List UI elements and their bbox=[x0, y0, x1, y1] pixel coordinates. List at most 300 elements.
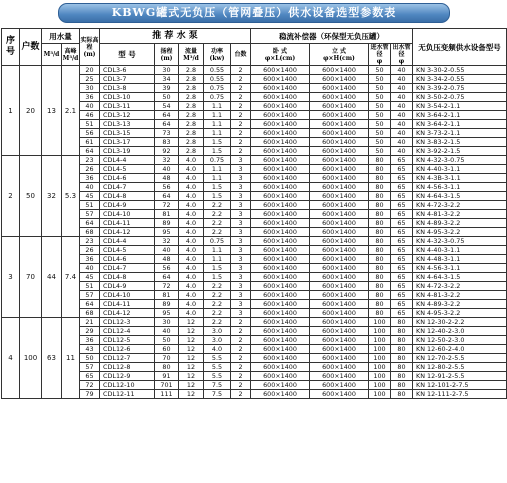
group-peak-cell: 7.4 bbox=[62, 237, 80, 318]
horizontal-cell: 600×1400 bbox=[251, 201, 310, 210]
vertical-cell: 600×1400 bbox=[310, 102, 369, 111]
horizontal-cell: 600×1400 bbox=[251, 309, 310, 318]
selection-table bbox=[1, 28, 507, 399]
model-cell: CDL12-6 bbox=[100, 345, 155, 354]
horizontal-cell: 600×1400 bbox=[251, 174, 310, 183]
header-horizontal-label: 卧 式 bbox=[272, 47, 288, 55]
model-cell: CDL4-10 bbox=[100, 210, 155, 219]
outlet-cell: 65 bbox=[391, 183, 413, 192]
horizontal-cell: 600×1400 bbox=[251, 255, 310, 264]
header-outlet-unit: φ bbox=[398, 58, 405, 65]
lift-cell: 72 bbox=[155, 282, 179, 291]
vertical-cell: 600×1400 bbox=[310, 381, 369, 390]
equipment-cell: KN 4-56-3-1.1 bbox=[413, 264, 507, 273]
table-row bbox=[2, 318, 507, 327]
lift-cell: 32 bbox=[155, 237, 179, 246]
lift-cell: 91 bbox=[155, 372, 179, 381]
horizontal-cell: 600×1400 bbox=[251, 93, 310, 102]
equipment-cell: KN 3-64-2-1.1 bbox=[413, 111, 507, 120]
equipment-cell: KN 12-30-2-2.2 bbox=[413, 318, 507, 327]
head-cell: 23 bbox=[80, 237, 100, 246]
flow-cell: 4.0 bbox=[179, 210, 204, 219]
horizontal-cell: 600×1400 bbox=[251, 390, 310, 399]
model-cell: CDL3-8 bbox=[100, 84, 155, 93]
inlet-cell: 50 bbox=[369, 93, 391, 102]
head-cell: 40 bbox=[80, 183, 100, 192]
equipment-cell: KN 4-95-3-2.2 bbox=[413, 228, 507, 237]
vertical-cell: 600×1400 bbox=[310, 120, 369, 129]
horizontal-cell: 600×1400 bbox=[251, 183, 310, 192]
head-cell: 56 bbox=[80, 129, 100, 138]
flow-cell: 4.0 bbox=[179, 273, 204, 282]
power-cell: 1.5 bbox=[204, 192, 231, 201]
horizontal-cell: 600×1400 bbox=[251, 165, 310, 174]
equipment-cell: KN 4-64-3-1.5 bbox=[413, 192, 507, 201]
power-cell: 1.1 bbox=[204, 111, 231, 120]
group-daily-cell: 63 bbox=[42, 318, 62, 399]
horizontal-cell: 600×1400 bbox=[251, 75, 310, 84]
header-head-unit: (m) bbox=[83, 50, 96, 58]
group-peak-cell: 11 bbox=[62, 318, 80, 399]
power-cell: 0.55 bbox=[204, 66, 231, 75]
outlet-cell: 80 bbox=[391, 336, 413, 345]
model-cell: CDL4-6 bbox=[100, 255, 155, 264]
power-cell: 1.1 bbox=[204, 165, 231, 174]
horizontal-cell: 600×1400 bbox=[251, 210, 310, 219]
power-cell: 3.0 bbox=[204, 327, 231, 336]
lift-cell: 48 bbox=[155, 255, 179, 264]
horizontal-cell: 600×1400 bbox=[251, 66, 310, 75]
vertical-cell: 600×1400 bbox=[310, 228, 369, 237]
header-inlet bbox=[369, 44, 391, 66]
vertical-cell: 600×1400 bbox=[310, 165, 369, 174]
head-cell: 30 bbox=[80, 84, 100, 93]
horizontal-cell: 600×1400 bbox=[251, 111, 310, 120]
header-lift-label: 扬程 bbox=[160, 47, 173, 55]
group-seq-cell: 3 bbox=[2, 237, 20, 318]
horizontal-cell: 600×1400 bbox=[251, 336, 310, 345]
units-cell: 2 bbox=[231, 336, 251, 345]
flow-cell: 12 bbox=[179, 327, 204, 336]
power-cell: 3.0 bbox=[204, 336, 231, 345]
header-horizontal-unit: φ×L(cm) bbox=[264, 54, 296, 62]
inlet-cell: 80 bbox=[369, 192, 391, 201]
group-peak-cell: 2.1 bbox=[62, 66, 80, 156]
inlet-cell: 80 bbox=[369, 273, 391, 282]
flow-cell: 4.0 bbox=[179, 201, 204, 210]
horizontal-cell: 600×1400 bbox=[251, 318, 310, 327]
table-header bbox=[2, 29, 507, 66]
flow-cell: 2.8 bbox=[179, 75, 204, 84]
page-title: KBWG罐式无负压（管网叠压）供水设备选型参数表 bbox=[58, 3, 450, 23]
units-cell: 3 bbox=[231, 174, 251, 183]
horizontal-cell: 600×1400 bbox=[251, 219, 310, 228]
units-cell: 3 bbox=[231, 183, 251, 192]
equipment-cell: KN 4-3B-3-1.1 bbox=[413, 174, 507, 183]
power-cell: 0.75 bbox=[204, 93, 231, 102]
power-cell: 2.2 bbox=[204, 228, 231, 237]
vertical-cell: 600×1400 bbox=[310, 327, 369, 336]
inlet-cell: 80 bbox=[369, 309, 391, 318]
head-cell: 72 bbox=[80, 381, 100, 390]
model-cell: CDL3-11 bbox=[100, 102, 155, 111]
flow-cell: 4.0 bbox=[179, 282, 204, 291]
horizontal-cell: 600×1400 bbox=[251, 282, 310, 291]
horizontal-cell: 600×1400 bbox=[251, 372, 310, 381]
model-cell: CDL12-10 bbox=[100, 381, 155, 390]
outlet-cell: 40 bbox=[391, 102, 413, 111]
model-cell: CDL4-8 bbox=[100, 273, 155, 282]
outlet-cell: 65 bbox=[391, 156, 413, 165]
outlet-cell: 65 bbox=[391, 237, 413, 246]
head-cell: 51 bbox=[80, 282, 100, 291]
lift-cell: 40 bbox=[155, 165, 179, 174]
inlet-cell: 50 bbox=[369, 111, 391, 120]
units-cell: 3 bbox=[231, 264, 251, 273]
outlet-cell: 40 bbox=[391, 111, 413, 120]
vertical-cell: 600×1400 bbox=[310, 255, 369, 264]
power-cell: 1.5 bbox=[204, 264, 231, 273]
lift-cell: 50 bbox=[155, 336, 179, 345]
horizontal-cell: 600×1400 bbox=[251, 237, 310, 246]
horizontal-cell: 600×1400 bbox=[251, 84, 310, 93]
flow-cell: 2.8 bbox=[179, 66, 204, 75]
equipment-cell: KN 4-48-3-1.1 bbox=[413, 255, 507, 264]
units-cell: 2 bbox=[231, 345, 251, 354]
vertical-cell: 600×1400 bbox=[310, 174, 369, 183]
vertical-cell: 600×1400 bbox=[310, 237, 369, 246]
head-cell: 50 bbox=[80, 354, 100, 363]
model-cell: CDL4-6 bbox=[100, 174, 155, 183]
horizontal-cell: 600×1400 bbox=[251, 354, 310, 363]
flow-cell: 2.8 bbox=[179, 138, 204, 147]
vertical-cell: 600×1400 bbox=[310, 138, 369, 147]
horizontal-cell: 600×1400 bbox=[251, 291, 310, 300]
power-cell: 1.5 bbox=[204, 273, 231, 282]
units-cell: 3 bbox=[231, 273, 251, 282]
group-seq-cell: 4 bbox=[2, 318, 20, 399]
model-cell: CDL12-11 bbox=[100, 390, 155, 399]
head-cell: 21 bbox=[80, 318, 100, 327]
group-households-cell: 20 bbox=[20, 66, 42, 156]
power-cell: 1.1 bbox=[204, 102, 231, 111]
header-daily: M³/d bbox=[42, 44, 62, 66]
vertical-cell: 600×1400 bbox=[310, 354, 369, 363]
model-cell: CDL4-11 bbox=[100, 219, 155, 228]
model-cell: CDL3-10 bbox=[100, 93, 155, 102]
header-flow-label: 流量 bbox=[184, 47, 197, 55]
flow-cell: 12 bbox=[179, 372, 204, 381]
equipment-cell: KN 12-101-2-7.5 bbox=[413, 381, 507, 390]
vertical-cell: 600×1400 bbox=[310, 111, 369, 120]
power-cell: 2.2 bbox=[204, 309, 231, 318]
head-cell: 51 bbox=[80, 201, 100, 210]
lift-cell: 64 bbox=[155, 192, 179, 201]
equipment-cell: KN 4-89-3-2.2 bbox=[413, 300, 507, 309]
head-cell: 40 bbox=[80, 102, 100, 111]
group-daily-cell: 44 bbox=[42, 237, 62, 318]
flow-cell: 4.0 bbox=[179, 183, 204, 192]
model-cell: CDL12-7 bbox=[100, 354, 155, 363]
inlet-cell: 50 bbox=[369, 66, 391, 75]
units-cell: 3 bbox=[231, 165, 251, 174]
model-cell: CDL4-4 bbox=[100, 156, 155, 165]
outlet-cell: 65 bbox=[391, 174, 413, 183]
inlet-cell: 50 bbox=[369, 138, 391, 147]
model-cell: CDL4-4 bbox=[100, 237, 155, 246]
inlet-cell: 50 bbox=[369, 129, 391, 138]
vertical-cell: 600×1400 bbox=[310, 201, 369, 210]
head-cell: 57 bbox=[80, 210, 100, 219]
head-cell: 36 bbox=[80, 174, 100, 183]
flow-cell: 4.0 bbox=[179, 192, 204, 201]
flow-cell: 4.0 bbox=[179, 174, 204, 183]
equipment-cell: KN 12-80-2-5.5 bbox=[413, 363, 507, 372]
outlet-cell: 40 bbox=[391, 84, 413, 93]
header-inlet-unit: φ bbox=[376, 58, 383, 65]
head-cell: 64 bbox=[80, 147, 100, 156]
power-cell: 2.2 bbox=[204, 282, 231, 291]
model-cell: CDL4-5 bbox=[100, 246, 155, 255]
power-cell: 2.2 bbox=[204, 201, 231, 210]
model-cell: CDL3-19 bbox=[100, 147, 155, 156]
header-power-unit: (kw) bbox=[209, 54, 225, 62]
vertical-cell: 600×1400 bbox=[310, 147, 369, 156]
group-seq-cell: 2 bbox=[2, 156, 20, 237]
vertical-cell: 600×1400 bbox=[310, 210, 369, 219]
group-daily-cell: 13 bbox=[42, 66, 62, 156]
equipment-cell: KN 3-50-2-0.75 bbox=[413, 93, 507, 102]
flow-cell: 12 bbox=[179, 390, 204, 399]
flow-cell: 4.0 bbox=[179, 165, 204, 174]
outlet-cell: 40 bbox=[391, 120, 413, 129]
inlet-cell: 80 bbox=[369, 255, 391, 264]
vertical-cell: 600×1400 bbox=[310, 264, 369, 273]
table-row bbox=[2, 156, 507, 165]
equipment-cell: KN 12-111-2-7.5 bbox=[413, 390, 507, 399]
header-outlet bbox=[391, 44, 413, 66]
inlet-cell: 100 bbox=[369, 381, 391, 390]
power-cell: 1.5 bbox=[204, 138, 231, 147]
vertical-cell: 600×1400 bbox=[310, 282, 369, 291]
head-cell: 26 bbox=[80, 165, 100, 174]
inlet-cell: 80 bbox=[369, 210, 391, 219]
outlet-cell: 65 bbox=[391, 300, 413, 309]
equipment-cell: KN 4-32-3-0.75 bbox=[413, 156, 507, 165]
flow-cell: 2.8 bbox=[179, 111, 204, 120]
lift-cell: 56 bbox=[155, 183, 179, 192]
outlet-cell: 80 bbox=[391, 363, 413, 372]
units-cell: 2 bbox=[231, 102, 251, 111]
power-cell: 2.2 bbox=[204, 210, 231, 219]
head-cell: 57 bbox=[80, 363, 100, 372]
model-cell: CDL4-7 bbox=[100, 264, 155, 273]
flow-cell: 12 bbox=[179, 363, 204, 372]
units-cell: 2 bbox=[231, 354, 251, 363]
horizontal-cell: 600×1400 bbox=[251, 264, 310, 273]
group-households-cell: 100 bbox=[20, 318, 42, 399]
vertical-cell: 600×1400 bbox=[310, 345, 369, 354]
vertical-cell: 600×1400 bbox=[310, 183, 369, 192]
vertical-cell: 600×1400 bbox=[310, 372, 369, 381]
units-cell: 3 bbox=[231, 282, 251, 291]
head-cell: 68 bbox=[80, 309, 100, 318]
vertical-cell: 600×1400 bbox=[310, 66, 369, 75]
outlet-cell: 65 bbox=[391, 165, 413, 174]
flow-cell: 4.0 bbox=[179, 246, 204, 255]
header-vertical bbox=[310, 44, 369, 66]
header-seq: 序号 bbox=[2, 29, 20, 66]
power-cell: 5.5 bbox=[204, 363, 231, 372]
outlet-cell: 80 bbox=[391, 318, 413, 327]
horizontal-cell: 600×1400 bbox=[251, 156, 310, 165]
horizontal-cell: 600×1400 bbox=[251, 129, 310, 138]
head-cell: 79 bbox=[80, 390, 100, 399]
header-water-usage: 用水量 bbox=[42, 29, 80, 44]
model-cell: CDL4-12 bbox=[100, 228, 155, 237]
inlet-cell: 80 bbox=[369, 291, 391, 300]
lift-cell: 92 bbox=[155, 147, 179, 156]
horizontal-cell: 600×1400 bbox=[251, 246, 310, 255]
head-cell: 45 bbox=[80, 192, 100, 201]
outlet-cell: 65 bbox=[391, 246, 413, 255]
model-cell: CDL12-3 bbox=[100, 318, 155, 327]
equipment-cell: KN 12-50-2-3.0 bbox=[413, 336, 507, 345]
equipment-cell: KN 12-91-2-5.5 bbox=[413, 372, 507, 381]
inlet-cell: 100 bbox=[369, 363, 391, 372]
model-cell: CDL12-8 bbox=[100, 363, 155, 372]
equipment-cell: KN 4-56-3-1.1 bbox=[413, 183, 507, 192]
units-cell: 3 bbox=[231, 192, 251, 201]
table-row bbox=[2, 237, 507, 246]
header-head bbox=[80, 29, 100, 66]
inlet-cell: 80 bbox=[369, 183, 391, 192]
group-households-cell: 50 bbox=[20, 156, 42, 237]
flow-cell: 12 bbox=[179, 381, 204, 390]
lift-cell: 89 bbox=[155, 300, 179, 309]
inlet-cell: 80 bbox=[369, 201, 391, 210]
outlet-cell: 65 bbox=[391, 255, 413, 264]
head-cell: 25 bbox=[80, 75, 100, 84]
power-cell: 1.5 bbox=[204, 183, 231, 192]
equipment-cell: KN 3-92-2-1.5 bbox=[413, 147, 507, 156]
flow-cell: 12 bbox=[179, 318, 204, 327]
model-cell: CDL4-8 bbox=[100, 192, 155, 201]
power-cell: 4.0 bbox=[204, 345, 231, 354]
horizontal-cell: 600×1400 bbox=[251, 300, 310, 309]
lift-cell: 54 bbox=[155, 102, 179, 111]
model-cell: CDL12-9 bbox=[100, 372, 155, 381]
horizontal-cell: 600×1400 bbox=[251, 138, 310, 147]
model-cell: CDL3-13 bbox=[100, 120, 155, 129]
lift-cell: 30 bbox=[155, 318, 179, 327]
head-cell: 36 bbox=[80, 336, 100, 345]
outlet-cell: 40 bbox=[391, 129, 413, 138]
inlet-cell: 50 bbox=[369, 102, 391, 111]
table-row bbox=[2, 66, 507, 75]
outlet-cell: 65 bbox=[391, 219, 413, 228]
units-cell: 2 bbox=[231, 84, 251, 93]
equipment-cell: KN 3-54-2-1.1 bbox=[413, 102, 507, 111]
header-vertical-label: 立 式 bbox=[331, 47, 347, 55]
outlet-cell: 65 bbox=[391, 309, 413, 318]
lift-cell: 30 bbox=[155, 66, 179, 75]
header-model: 型 号 bbox=[100, 44, 155, 66]
lift-cell: 701 bbox=[155, 381, 179, 390]
header-equipment: 无负压变频供水设备型号 bbox=[413, 29, 507, 66]
flow-cell: 4.0 bbox=[179, 309, 204, 318]
units-cell: 3 bbox=[231, 219, 251, 228]
model-cell: CDL3-12 bbox=[100, 111, 155, 120]
units-cell: 2 bbox=[231, 381, 251, 390]
outlet-cell: 40 bbox=[391, 75, 413, 84]
group-peak-cell: 5.3 bbox=[62, 156, 80, 237]
outlet-cell: 65 bbox=[391, 210, 413, 219]
group-daily-cell: 32 bbox=[42, 156, 62, 237]
lift-cell: 70 bbox=[155, 354, 179, 363]
vertical-cell: 600×1400 bbox=[310, 300, 369, 309]
lift-cell: 56 bbox=[155, 264, 179, 273]
horizontal-cell: 600×1400 bbox=[251, 147, 310, 156]
outlet-cell: 40 bbox=[391, 138, 413, 147]
outlet-cell: 40 bbox=[391, 66, 413, 75]
horizontal-cell: 600×1400 bbox=[251, 120, 310, 129]
head-cell: 26 bbox=[80, 246, 100, 255]
power-cell: 2.2 bbox=[204, 318, 231, 327]
units-cell: 2 bbox=[231, 363, 251, 372]
group-households-cell: 70 bbox=[20, 237, 42, 318]
vertical-cell: 600×1400 bbox=[310, 93, 369, 102]
outlet-cell: 80 bbox=[391, 381, 413, 390]
flow-cell: 4.0 bbox=[179, 228, 204, 237]
header-pump-group: 推 荐 水 泵 bbox=[100, 29, 251, 44]
horizontal-cell: 600×1400 bbox=[251, 345, 310, 354]
units-cell: 3 bbox=[231, 246, 251, 255]
vertical-cell: 600×1400 bbox=[310, 192, 369, 201]
flow-cell: 2.8 bbox=[179, 120, 204, 129]
head-cell: 57 bbox=[80, 291, 100, 300]
lift-cell: 60 bbox=[155, 345, 179, 354]
lift-cell: 64 bbox=[155, 273, 179, 282]
table-body bbox=[2, 66, 507, 399]
header-units: 台数 bbox=[231, 44, 251, 66]
horizontal-cell: 600×1400 bbox=[251, 102, 310, 111]
vertical-cell: 600×1400 bbox=[310, 129, 369, 138]
units-cell: 2 bbox=[231, 66, 251, 75]
title-banner bbox=[0, 0, 507, 26]
inlet-cell: 100 bbox=[369, 354, 391, 363]
lift-cell: 50 bbox=[155, 93, 179, 102]
equipment-cell: KN 4-40-3-1.1 bbox=[413, 165, 507, 174]
vertical-cell: 600×1400 bbox=[310, 363, 369, 372]
lift-cell: 89 bbox=[155, 219, 179, 228]
inlet-cell: 80 bbox=[369, 282, 391, 291]
lift-cell: 34 bbox=[155, 75, 179, 84]
units-cell: 3 bbox=[231, 237, 251, 246]
head-cell: 46 bbox=[80, 111, 100, 120]
header-peak-unit: M³/d bbox=[62, 54, 79, 62]
units-cell: 2 bbox=[231, 75, 251, 84]
flow-cell: 4.0 bbox=[179, 156, 204, 165]
outlet-cell: 65 bbox=[391, 201, 413, 210]
head-cell: 45 bbox=[80, 273, 100, 282]
inlet-cell: 80 bbox=[369, 174, 391, 183]
units-cell: 2 bbox=[231, 129, 251, 138]
inlet-cell: 80 bbox=[369, 156, 391, 165]
power-cell: 0.75 bbox=[204, 84, 231, 93]
inlet-cell: 100 bbox=[369, 327, 391, 336]
head-cell: 36 bbox=[80, 255, 100, 264]
